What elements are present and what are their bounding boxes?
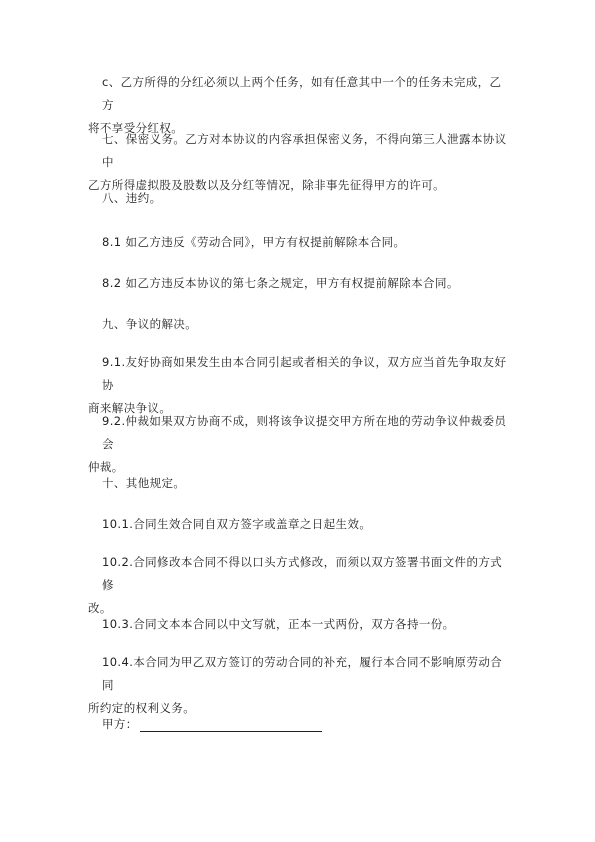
clause-9-2 (88, 410, 508, 479)
text-line: 9.2.仲裁如果双方协商不成，则将该争议提交甲方所在地的劳动争议仲裁委员会 (102, 414, 507, 451)
signature-label: 甲方： (102, 717, 138, 731)
heading-breach (102, 187, 508, 210)
signature-blank-line[interactable] (140, 717, 322, 732)
text-line: 改。 (88, 601, 112, 615)
clause-10-3 (102, 613, 508, 636)
clause-10-1 (102, 513, 508, 536)
clause-10-2 (88, 551, 508, 620)
text-line: 商来解决争议。 (88, 401, 172, 415)
text-line: 9.1.友好协商如果发生由本合同引起或者相关的争议，双方应当首先争取友好协 (102, 355, 507, 392)
text-line: 10.2.合同修改本合同不得以口头方式修改，而须以双方签署书面文件的方式修 (102, 555, 503, 592)
text-line: 七、保密义务。乙方对本协议的内容承担保密义务，不得向第三人泄露本协议中 (102, 132, 507, 169)
text-line: 8.1 如乙方违反《劳动合同》，甲方有权提前解除本合同。 (102, 235, 406, 249)
text-line: 10.3.合同文本本合同以中文写就，正本一式两份，双方各持一份。 (102, 617, 455, 631)
text-line: 八、违约。 (102, 191, 162, 205)
signature-party-a (102, 713, 322, 736)
clause-8-1 (102, 231, 508, 254)
text-line: 10.1.合同生效合同自双方签字或盖章之日起生效。 (102, 517, 372, 531)
heading-other-provisions (102, 472, 508, 495)
heading-dispute (102, 313, 508, 336)
clause-8-2 (102, 272, 508, 295)
text-line: 九、争议的解决。 (102, 317, 198, 331)
text-line: c、乙方所得的分红必须以上两个任务，如有任意其中一个的任务未完成，乙方 (102, 75, 502, 112)
text-line: 所约定的权利义务。 (88, 701, 196, 715)
text-line: 乙方所得虚拟股及股数以及分红等情况，除非事先征得甲方的许可。 (88, 178, 445, 192)
text-line: 10.4.本合同为甲乙双方签订的劳动合同的补充，履行本合同不影响原劳动合同 (102, 655, 503, 692)
text-line: 将不享受分红权。 (88, 121, 184, 135)
text-line: 8.2 如乙方违反本协议的第七条之规定，甲方有权提前解除本合同。 (102, 276, 459, 290)
text-line: 十、其他规定。 (102, 476, 186, 490)
clause-10-4 (88, 651, 508, 720)
text-line: 仲裁。 (88, 460, 124, 474)
